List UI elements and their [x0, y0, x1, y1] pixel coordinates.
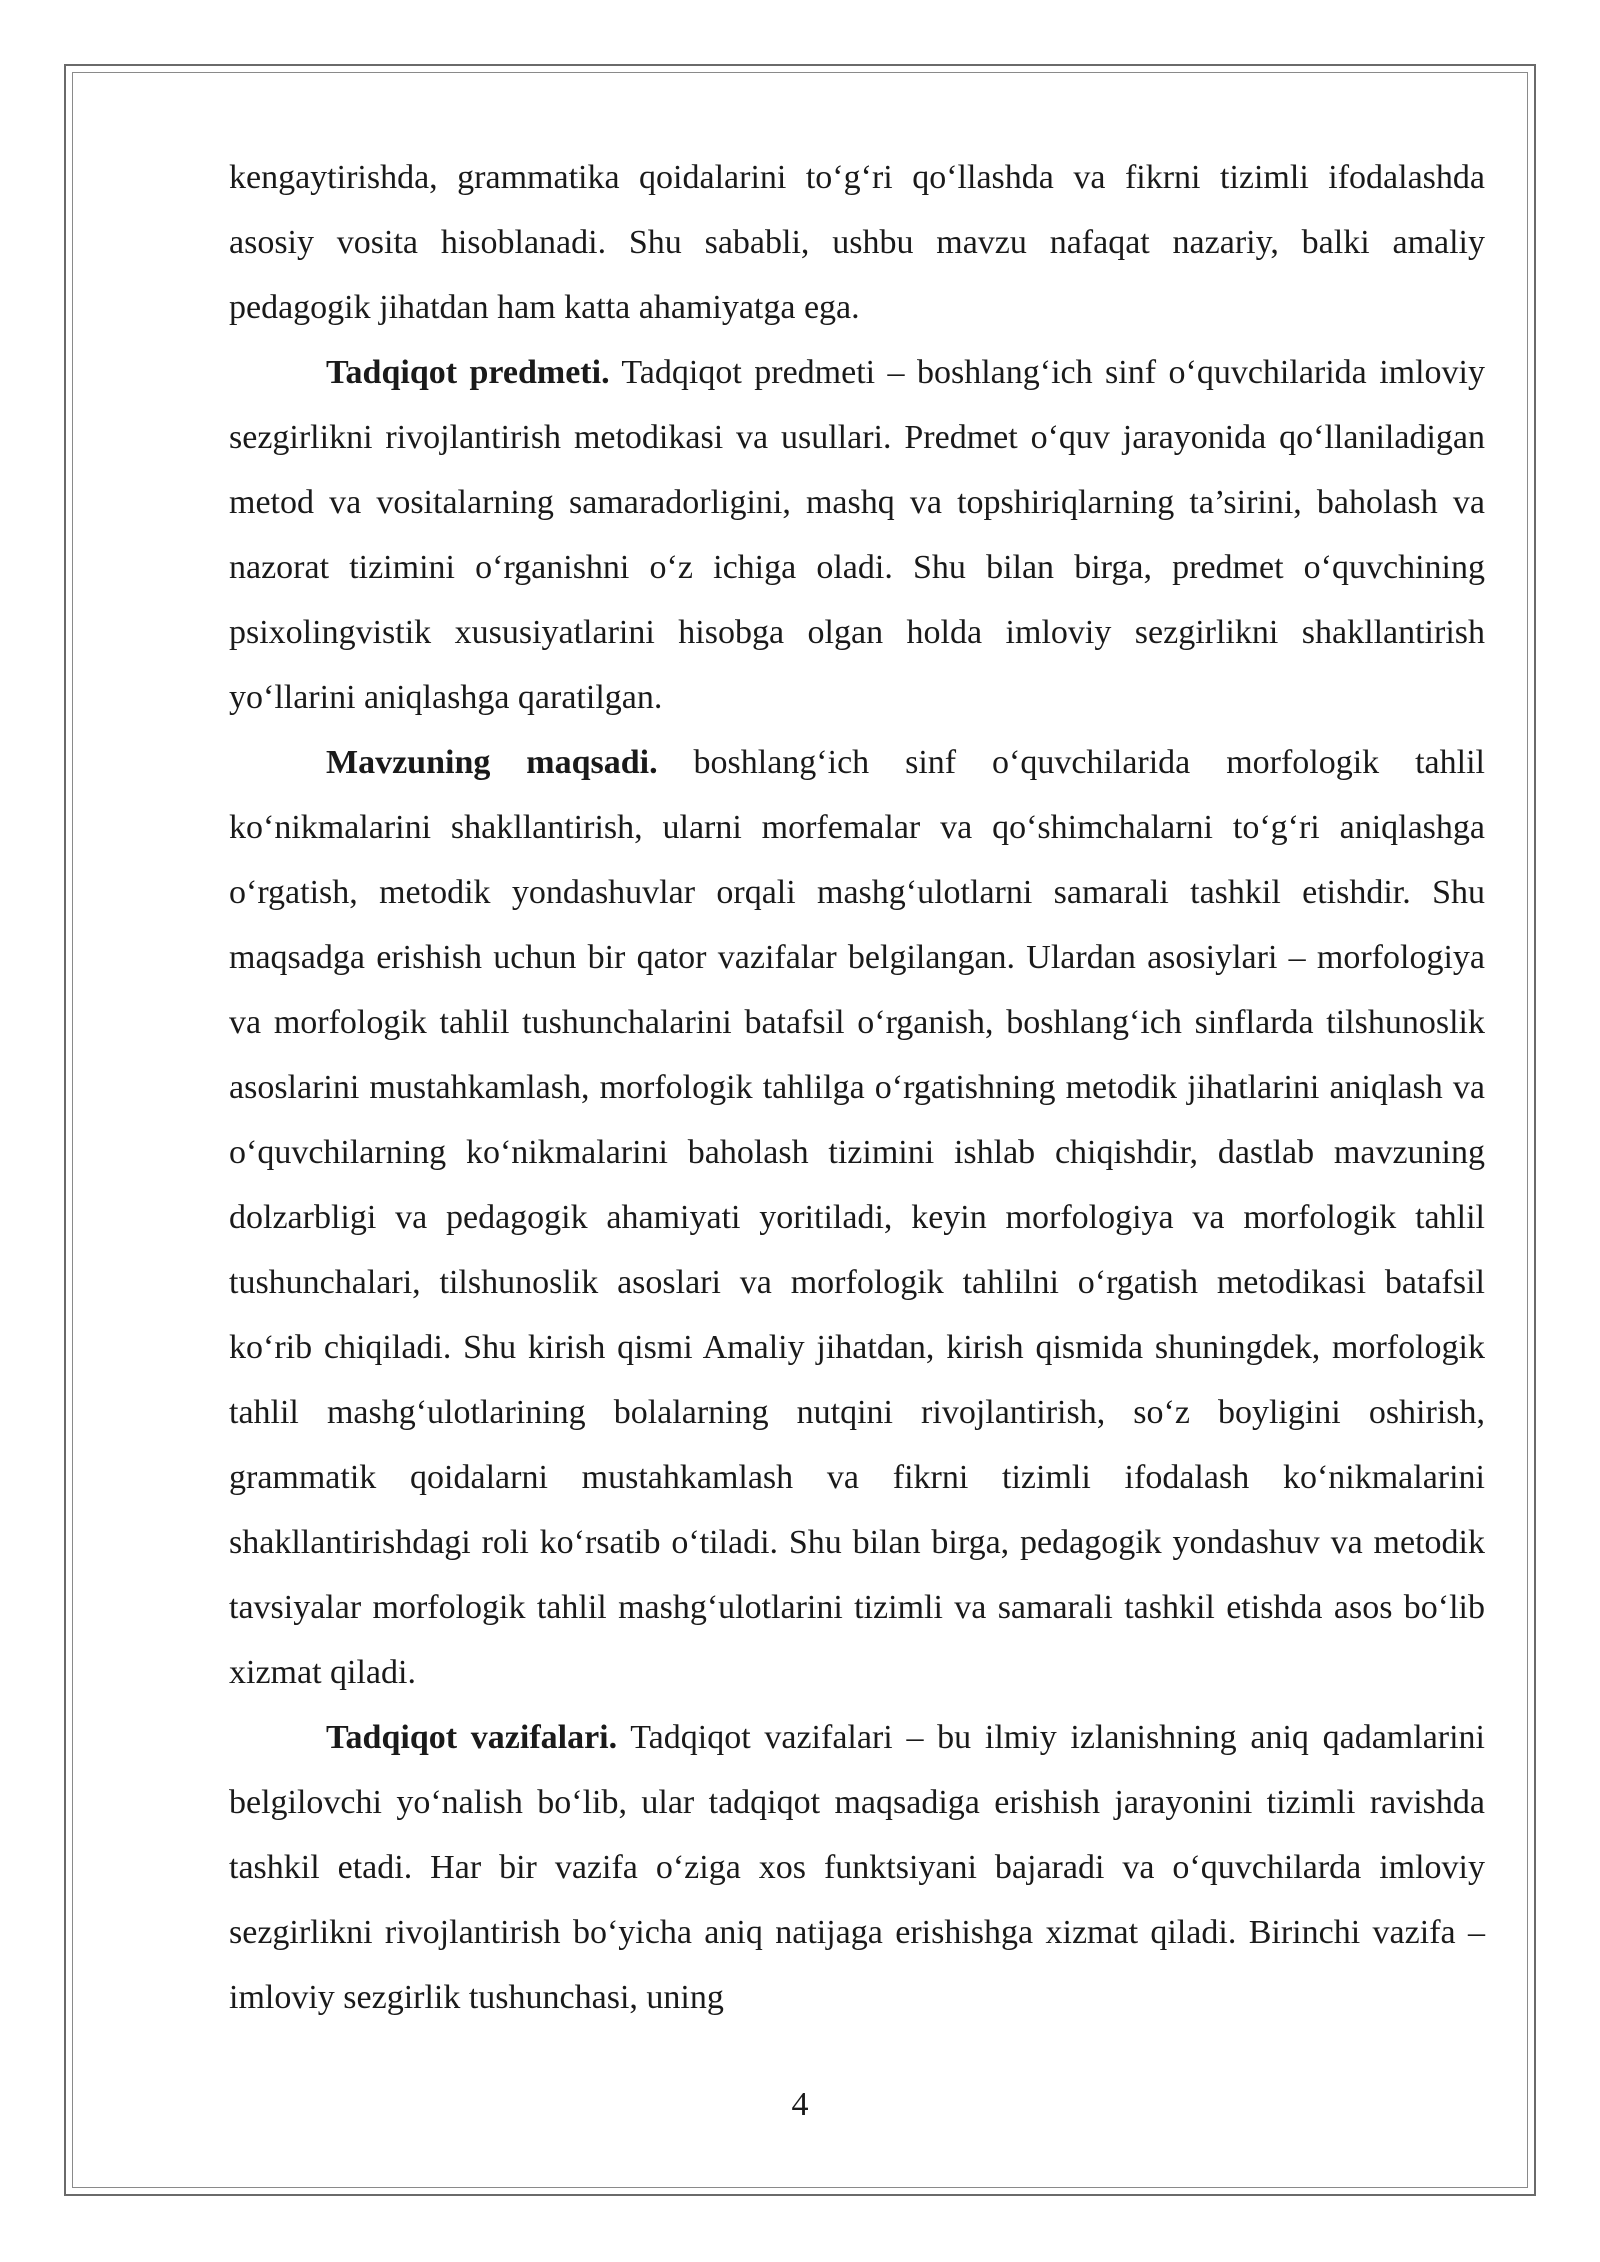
paragraph-research-tasks: [229, 1705, 1485, 2030]
paragraph-research-subject: [229, 340, 1485, 730]
paragraph-text: boshlang‘ich sinf o‘quvchilarida morfologik tahlil ko‘nikmalarini shakllantirish, ularni morfemalar va qo‘shimchalarni to‘g‘ri aniqlashga o‘rgatish, metodik yondashuvlar orqali mashg‘ulotlarni samarali tashkil etishdir. Shu maqsadga erishish uchun bir qator vazifalar belgilangan. Ulardan asosiylari – morfologiya va morfologik tahlil tushunchalarini batafsil o‘rganish, boshlang‘ich sinflarda tilshunoslik asoslarini mustahkamlash, morfologik tahlilga o‘rgatishning metodik jihatlarini aniqlash va o‘quvchilarning ko‘nikmalarini baholash tizimini ishlab chiqishdir, dastlab mavzuning dolzarbligi va pedagogik ahamiyati yoritiladi, keyin morfologiya va morfologik tahlil tushunchalari, tilshunoslik asoslari va morfologik tahlilni o‘rgatish metodikasi batafsil ko‘rib chiqiladi. Shu kirish qismi Amaliy jihatdan, kirish qismida shuningdek, morfologik tahlil mashg‘ulotlarining bolalarning nutqini rivojlantirish, so‘z boyligini oshirish, grammatik qoidalarni mustahkamlash va fikrni tizimli ifodalash ko‘nikmalarini shakllantirishdagi roli ko‘rsatib o‘tiladi. Shu bilan birga, pedagogik yondashuv va metodik tavsiyalar morfologik tahlil mashg‘ulotlarini tizimli va samarali tashkil etishda asos bo‘lib xizmat qiladi.: [229, 744, 1485, 1691]
paragraph-topic-goal: [229, 730, 1485, 1705]
paragraph-intro-continuation: [229, 145, 1485, 340]
document-body: [229, 145, 1485, 2030]
paragraph-text: Tadqiqot predmeti – boshlang‘ich sinf o‘quvchilarida imloviy sezgirlikni rivojlantirish metodikasi va usullari. Predmet o‘quv jarayonida qo‘llaniladigan metod va vositalarning samaradorligini, mashq va topshiriqlarning ta’sirini, baholash va nazorat tizimini o‘rganishni o‘z ichiga oladi. Shu bilan birga, predmet o‘quvchining psixolingvistik xususiyatlarini hisobga olgan holda imloviy sezgirlikni shakllantirish yo‘llarini aniqlashga qaratilgan.: [229, 354, 1485, 716]
paragraph-text: Tadqiqot vazifalari – bu ilmiy izlanishning aniq qadamlarini belgilovchi yo‘nalish bo‘lib, ular tadqiqot maqsadiga erishish jarayonini tizimli ravishda tashkil etadi. Har bir vazifa o‘ziga xos funktsiyani bajaradi va o‘quvchilarda imloviy sezgirlikni rivojlantirish bo‘yicha aniq natijaga erishishga xizmat qiladi. Birinchi vazifa – imloviy sezgirlik tushunchasi, uning: [229, 1719, 1485, 2016]
paragraph-lead: Tadqiqot vazifalari.: [326, 1719, 618, 1756]
page-number: 4: [791, 2086, 809, 2123]
paragraph-lead: Tadqiqot predmeti.: [326, 354, 610, 391]
paragraph-lead: Mavzuning maqsadi.: [326, 744, 658, 781]
paragraph-text: kengaytirishda, grammatika qoidalarini to‘g‘ri qo‘llashda va fikrni tizimli ifodalashda asosiy vosita hisoblanadi. Shu sababli, ushbu mavzu nafaqat nazariy, balki amaliy pedagogik jihatdan ham katta ahamiyatga ega.: [229, 159, 1485, 326]
